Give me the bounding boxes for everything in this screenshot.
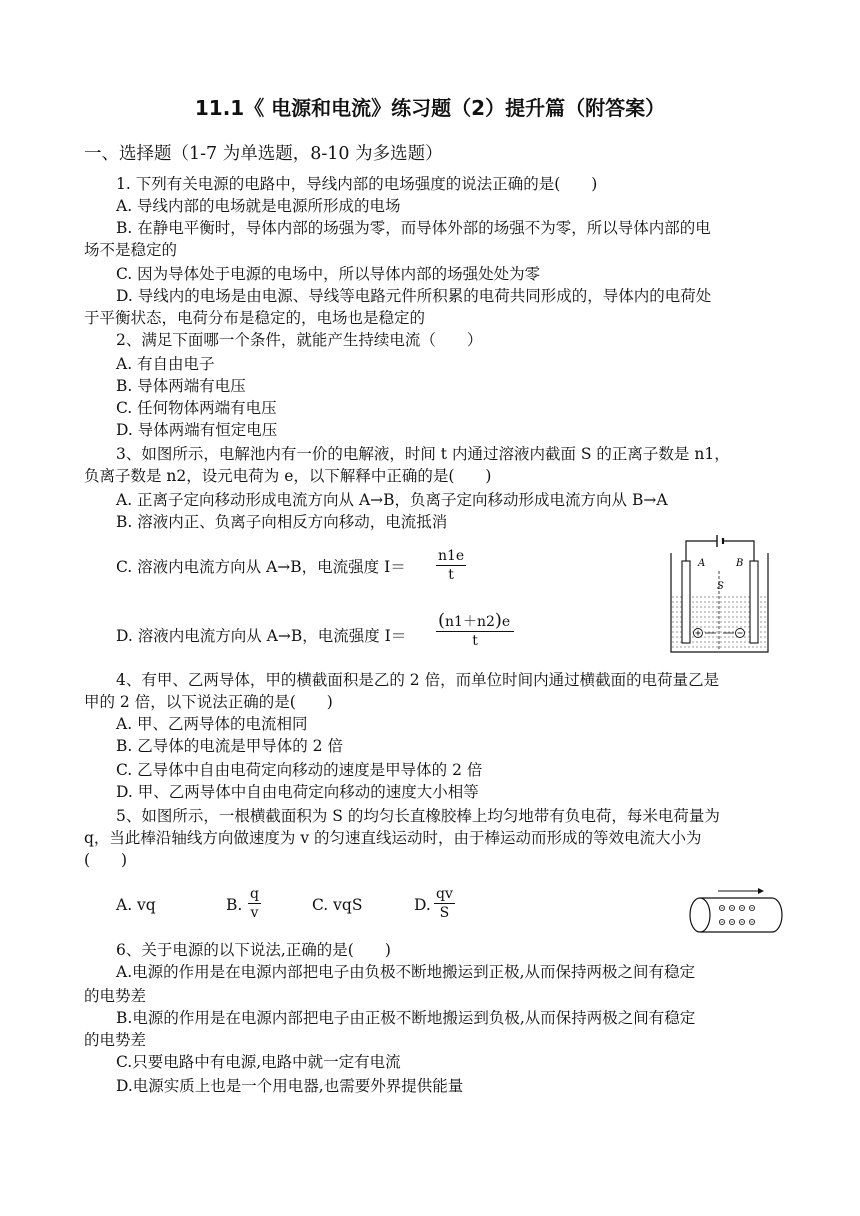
fig-label-a: A: [698, 558, 706, 569]
q3-c-fraction: [436, 547, 466, 584]
q5-d-fraction: [434, 885, 455, 922]
q1-option-a: A. 导线内部的电场就是电源所形成的电场: [116, 197, 401, 215]
q3-option-c: C. 溶液内电流方向从 A→B，电流强度 I＝: [116, 558, 406, 576]
q2-stem: 2、满足下面哪一个条件，就能产生持续电流（ ）: [116, 331, 483, 349]
q5-stem-line1: 5、如图所示，一根横截面积为 S 的均匀长直橡胶棒上均匀地带有负电荷，每米电荷量为: [116, 807, 720, 825]
q2-option-b: B. 导体两端有电压: [116, 377, 246, 395]
q2-option-c: C. 任何物体两端有电压: [116, 399, 277, 417]
q6-option-a-line1: A.电源的作用是在电源内部把电子由负极不断地搬运到正极,从而保持两极之间有稳定: [116, 963, 696, 981]
q3-option-b: B. 溶液内正、负离子向相反方向移动，电流抵消: [116, 513, 448, 531]
q3-d-denominator: t: [472, 633, 478, 649]
q3-d-numerator-e: e: [501, 614, 511, 630]
q6-option-a-line2: 的电势差: [84, 987, 147, 1005]
electrolytic-cell-figure: [668, 533, 772, 657]
q6-option-b-line1: B.电源的作用是在电源内部把电子由正极不断地搬运到负极,从而保持两极之间有稳定: [116, 1009, 696, 1027]
q3-stem-line1: 3、如图所示，电解池内有一价的电解液，时间 t 内通过溶液内截面 S 的正离子数是 n1，: [116, 445, 730, 463]
q4-option-b: B. 乙导体的电流是甲导体的 2 倍: [116, 737, 343, 755]
q5-b-denominator: v: [250, 905, 259, 921]
q1-option-b-line2: 场不是稳定的: [84, 241, 178, 259]
q5-option-b-label: B.: [226, 896, 243, 914]
q4-stem-line1: 4、有甲、乙两导体，甲的横截面积是乙的 2 倍，而单位时间内通过横截面的电荷量乙是: [116, 671, 720, 689]
q6-option-d: D.电源实质上也是一个用电器,也需要外界提供能量: [116, 1077, 464, 1095]
q5-b-numerator: q: [250, 886, 259, 902]
q3-c-denominator: t: [448, 567, 454, 583]
q3-d-fraction: $\frac{(n1+n2)e}{t}$: [436, 612, 514, 650]
q4-option-d: D. 甲、乙两导体中自由电荷定向移动的速度大小相等: [116, 783, 479, 801]
q5-option-d-label: D.: [414, 896, 431, 914]
charged-rod-figure: [684, 886, 784, 934]
fig-label-s: S: [717, 581, 724, 592]
q6-option-b-line2: 的电势差: [84, 1031, 147, 1049]
q1-option-c: C. 因为导体处于电源的电场中，所以导体内部的场强处处为零: [116, 265, 541, 283]
q1-option-d-line1: D. 导线内的电场是由电源、导线等电路元件所积累的电荷共同形成的，导体内的电荷处: [116, 287, 712, 305]
fig-label-b: B: [736, 558, 744, 569]
q5-stem-line2: q，当此棒沿轴线方向做速度为 v 的匀速直线运动时，由于棒运动而形成的等效电流大小为: [84, 829, 702, 847]
q3-stem-line2: 负离子数是 n2，设元电荷为 e，以下解释中正确的是( ): [84, 467, 492, 485]
q5-b-fraction: [248, 885, 261, 922]
q1-option-d-line2: 于平衡状态，电荷分布是稳定的，电场也是稳定的: [84, 309, 426, 327]
section-heading: 一、选择题（1-7 为单选题，8-10 为多选题）: [84, 144, 443, 164]
q3-d-numerator-sum: n1＋n2: [445, 614, 495, 630]
q4-stem-line2: 甲的 2 倍，以下说法正确的是( ): [84, 693, 333, 711]
page-title: 11.1《 电源和电流》练习题（2）提升篇（附答案）: [194, 96, 666, 120]
q1-option-b-line1: B. 在静电平衡时，导体内部的场强为零，而导体外部的场强不为零，所以导体内部的电: [116, 219, 711, 237]
q6-stem: 6、关于电源的以下说法,正确的是( ): [116, 941, 391, 959]
q5-option-c: C. vqS: [312, 896, 363, 914]
q4-option-c: C. 乙导体中自由电荷定向移动的速度是甲导体的 2 倍: [116, 761, 483, 779]
q5-option-a: A. vq: [116, 896, 156, 914]
q5-d-numerator: qv: [436, 886, 453, 902]
q3-option-a: A. 正离子定向移动形成电流方向从 A→B，负离子定向移动形成电流方向从 B→A: [116, 491, 668, 509]
q5-d-denominator: S: [439, 905, 450, 921]
q2-option-d: D. 导体两端有恒定电压: [116, 421, 278, 439]
q5-stem-line3: ( ): [84, 851, 128, 869]
q6-option-c: C.只要电路中有电源,电路中就一定有电流: [116, 1053, 401, 1071]
q3-option-d: D. 溶液内电流方向从 A→B，电流强度 I＝: [116, 627, 407, 645]
q2-option-a: A. 有自由电子: [116, 355, 215, 373]
q1-stem: 1. 下列有关电源的电路中，导线内部的电场强度的说法正确的是( ): [116, 175, 598, 193]
q4-option-a: A. 甲、乙两导体的电流相同: [116, 715, 308, 733]
q3-c-numerator: n1e: [438, 548, 465, 564]
